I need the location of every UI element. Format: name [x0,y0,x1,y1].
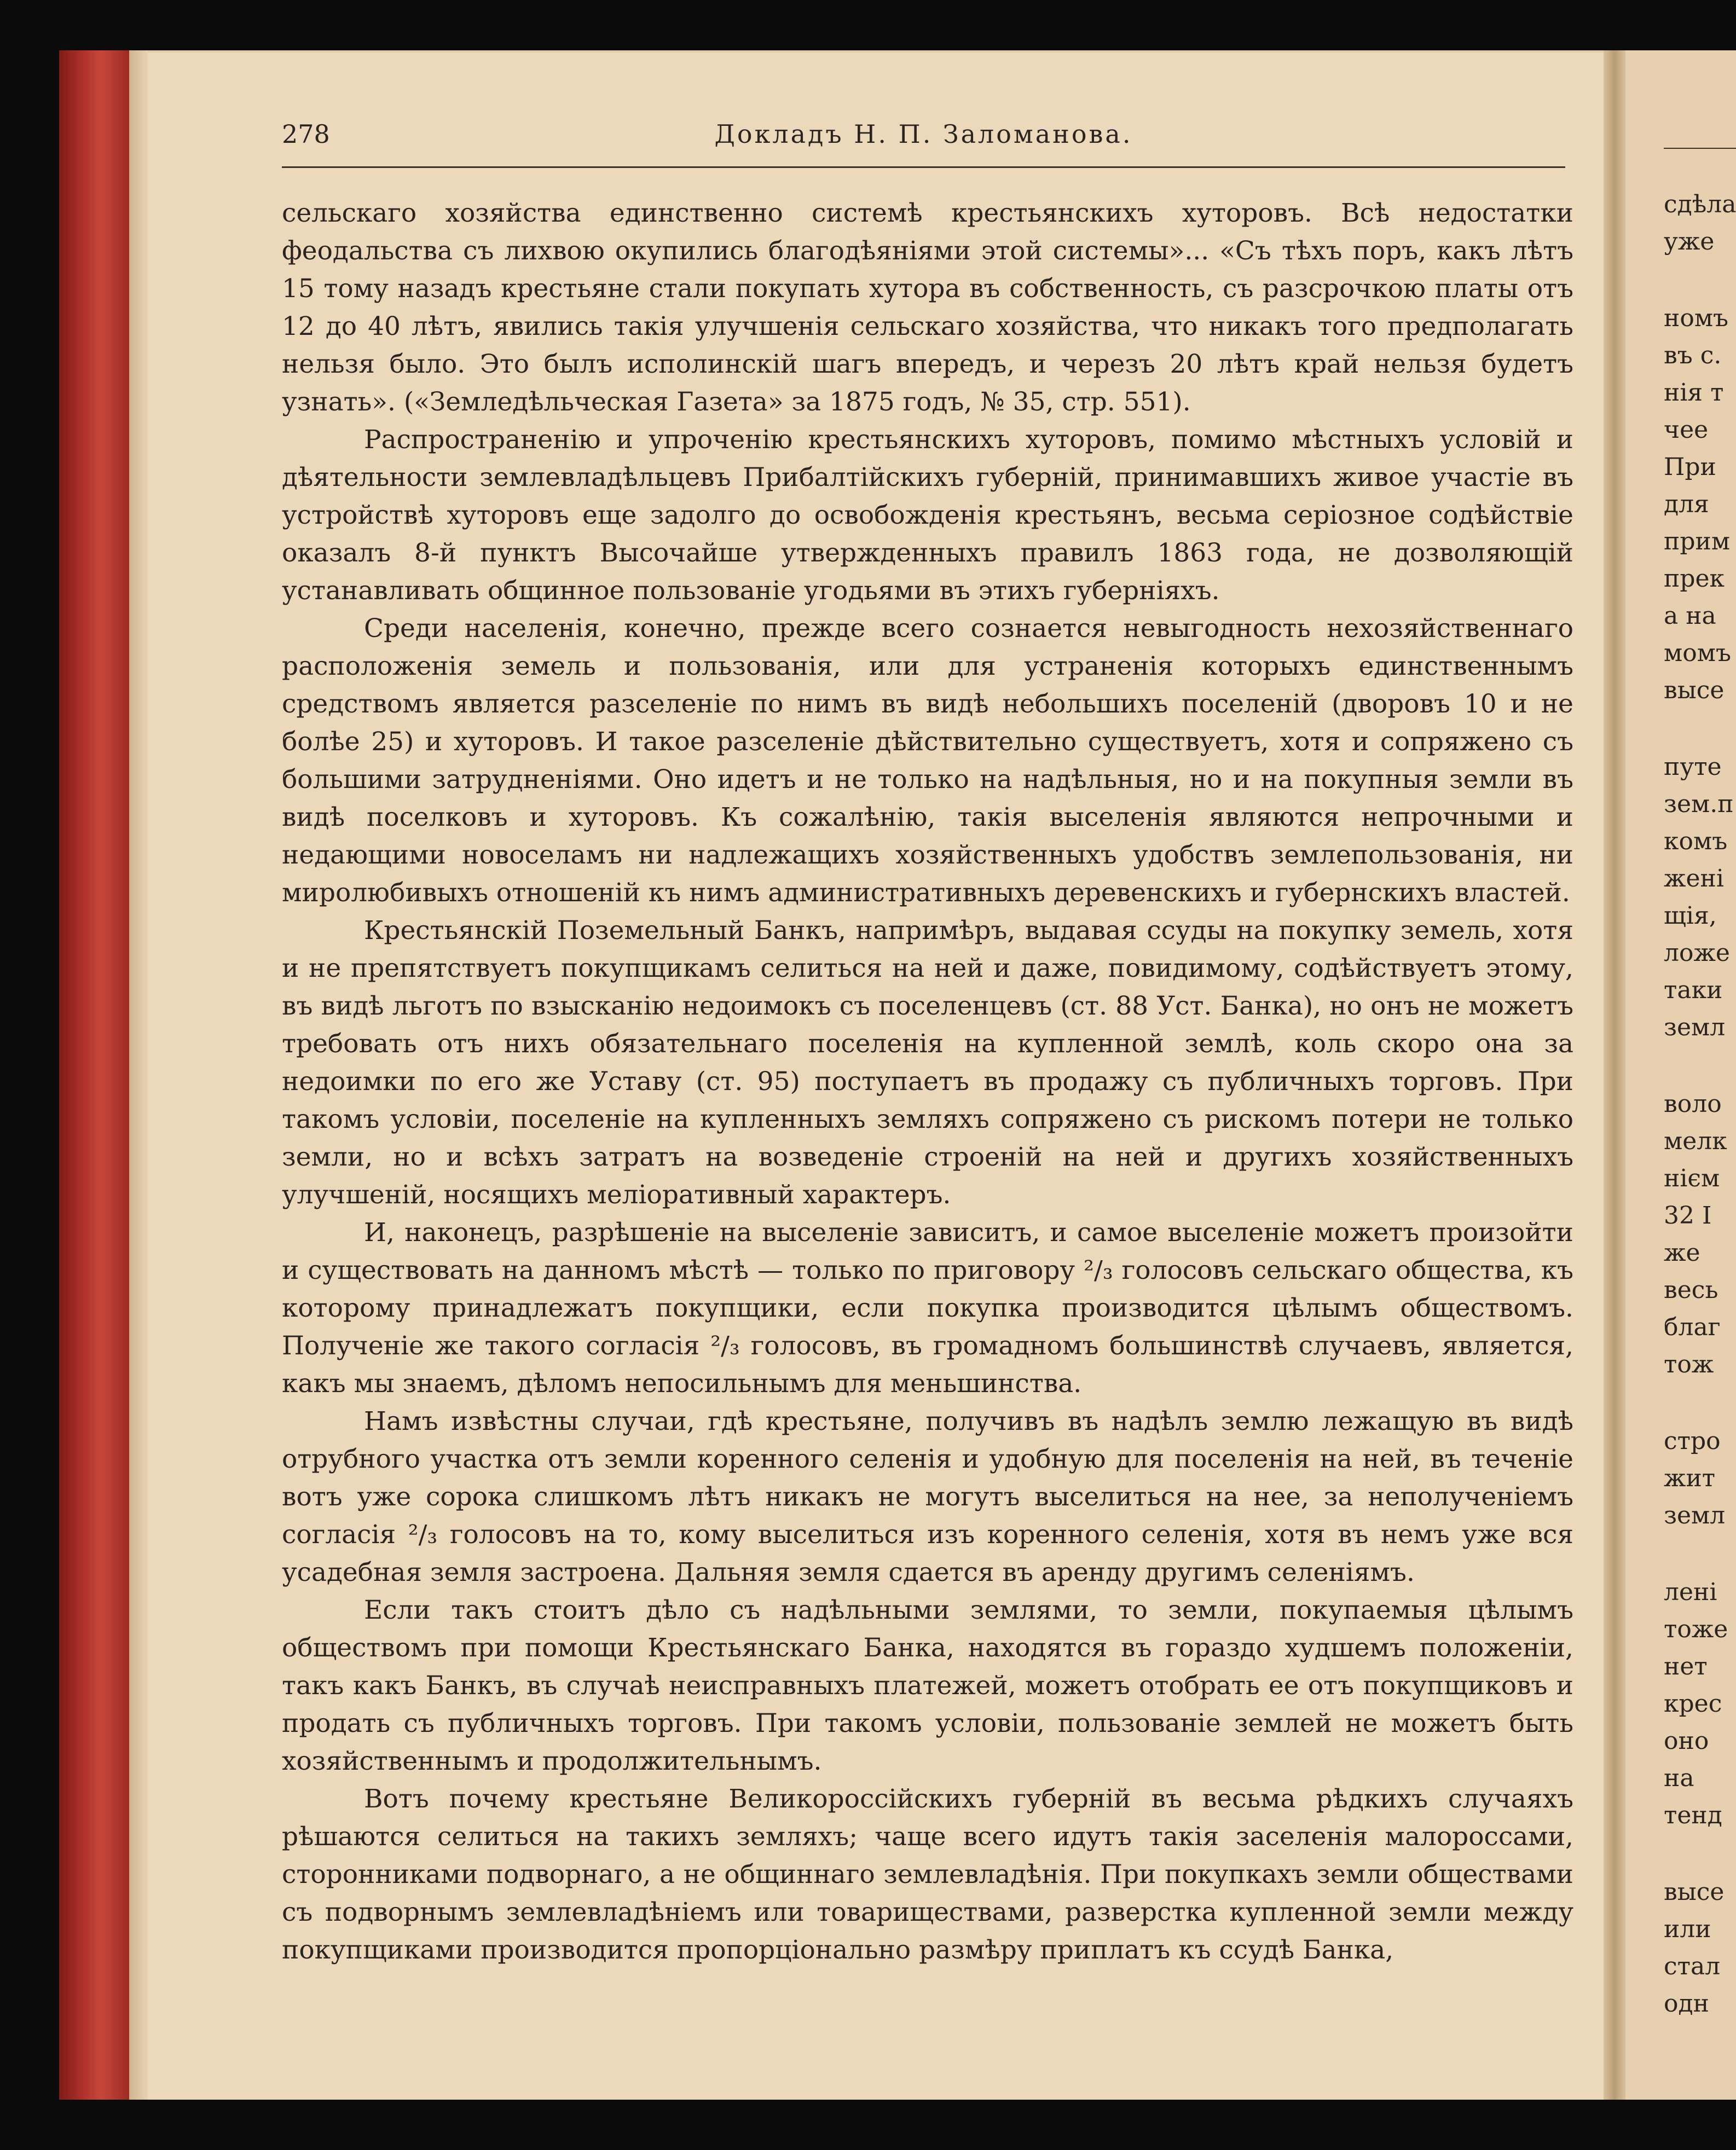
right-page-line-fragment: уже [1664,228,1715,256]
right-page-line-fragment: таки [1664,976,1723,1004]
right-page-line-fragment: тоже [1664,1615,1728,1643]
right-page-line-fragment: одн [1664,1990,1709,2018]
right-page-line-fragment: путе [1664,753,1722,781]
right-page-line-fragment: или [1664,1915,1711,1943]
page-gutter [1604,50,1625,2100]
right-page-line-fragment: жит [1664,1464,1716,1492]
paragraph-8: Вотъ почему крестьяне Великороссійскихъ губерній въ весьма рѣдкихъ случаяхъ рѣшаются селиться на такихъ земляхъ; чаще всего идутъ такія заселенія малороссами, сторонниками подворнаго, а не общиннаго землевладѣнія. При покупкахъ земли обществами съ подворнымъ землевладѣніемъ или товариществами, разверстка купленной земли между покупщиками производится пропорціонально размѣру приплатъ къ ссудѣ Банка, [282,1784,1573,1965]
running-title: Докладъ Н. П. Заломанова. [714,119,1133,149]
right-page-line-fragment: нія т [1664,379,1724,407]
right-page-line-fragment: оно [1664,1727,1709,1755]
right-page-line-fragment: зем.п [1664,790,1734,818]
paragraph-2: Распространенію и упроченію крестьянскихъ хуторовъ, помимо мѣстныхъ условій и дѣятельности землевладѣльцевъ Прибалтійскихъ губерній, принимавшихъ живое участіе въ устройствѣ хуторовъ еще задолго до освобожденія крестьянъ, весьма серіозное содѣйствіе оказалъ 8-й пунктъ Высочайше утвержденныхъ правилъ 1863 года, не дозволяющій устанавливать общинное пользованіе угодьями въ этихъ губерніяхъ. [282,425,1573,606]
book-spine [59,50,129,2100]
right-page-line-fragment: воло [1664,1090,1722,1118]
right-page-line-fragment: а на [1664,602,1716,630]
paragraph-5: И, наконецъ, разрѣшеніе на выселеніе зависитъ, и самое выселеніе можетъ произойти и существовать на данномъ мѣстѣ — только по приговору ²/₃ голосовъ сельскаго общества, къ которому принадлежатъ покупщики, если покупка производится цѣлымъ обществомъ. Полученіе же такого согласія ²/₃ голосовъ, въ громадномъ большинствѣ случаевъ, является, какъ мы знаемъ, дѣломъ непосильнымъ для меньшинства. [282,1218,1573,1399]
paragraph-4: Крестьянскій Поземельный Банкъ, напримѣръ, выдавая ссуды на покупку земель, хотя и не препятствуетъ покупщикамъ селиться на ней и даже, повидимому, содѣйствуетъ этому, въ видѣ льготъ по взысканію недоимокъ съ поселенцевъ (ст. 88 Уст. Банка), но онъ не можетъ требовать отъ нихъ обязательнаго поселенія на купленной землѣ, коль скоро она за недоимки по его же Уставу (ст. 95) поступаетъ въ продажу съ публичныхъ торговъ. При такомъ условіи, поселеніе на купленныхъ земляхъ сопряжено съ рискомъ потери не только земли, но и всѣхъ затратъ на возведеніе строеній на ней и другихъ хозяйственныхъ улучшеній, носящихъ меліоративный характеръ. [282,915,1573,1210]
right-page-line-fragment: номъ [1664,304,1729,332]
paragraph-1: сельскаго хозяйства единственно системѣ крестьянскихъ хуторовъ. Всѣ недостатки феодальства съ лихвою окупились благодѣяніями этой системы»... «Съ тѣхъ поръ, какъ лѣтъ 15 тому назадъ крестьяне стали покупать хутора въ собственность, съ разсрочкою платы отъ 12 до 40 лѣтъ, явились такія улучшенія сельскаго хозяйства, что никакъ того предполагать нельзя было. Это былъ исполинскій шагъ впередъ, и черезъ 20 лѣтъ край нельзя будетъ узнать». («Земледѣльческая Газета» за 1875 годъ, № 35, стр. 551). [282,198,1573,417]
right-page-header-rule [1664,148,1736,149]
page-edge [129,50,148,2100]
right-page-line-fragment: весь [1664,1276,1718,1304]
right-page-line-fragment: земл [1664,1013,1726,1041]
body-text [282,194,1573,1969]
right-page-line-fragment: комъ [1664,827,1728,855]
page-header [282,116,1565,168]
right-page-line-fragment: лені [1664,1578,1717,1606]
right-page-line-fragment: тенд [1664,1801,1722,1829]
right-page-line-fragment: тож [1664,1351,1714,1378]
right-page-line-fragment: нет [1664,1653,1708,1680]
right-page-line-fragment: для [1664,490,1709,518]
right-page-line-fragment: высе [1664,676,1725,704]
right-page-line-fragment: При [1664,453,1716,481]
right-page-line-fragment: чее [1664,416,1709,444]
page-number: 278 [282,119,330,149]
right-page-line-fragment: въ с. [1664,341,1722,369]
right-page-line-fragment: щія, [1664,902,1717,930]
right-page-line-fragment: мелк [1664,1127,1727,1155]
right-page-line-fragment: ложе [1664,939,1730,967]
right-page-line-fragment: высе [1664,1878,1725,1906]
right-page-line-fragment: стро [1664,1427,1721,1455]
right-page-line-fragment: благ [1664,1313,1721,1341]
right-page-line-fragment: сдѣла [1664,190,1736,218]
paragraph-6: Намъ извѣстны случаи, гдѣ крестьяне, получивъ въ надѣлъ землю лежащую въ видѣ отрубного участка отъ земли коренного селенія и удобную для поселенія на ней, въ теченіе вотъ уже сорока слишкомъ лѣтъ никакъ не могутъ выселиться на нее, за неполученіемъ согласія ²/₃ голосовъ на то, кому выселиться изъ коренного селенія, хотя въ немъ уже вся усадебная земля застроена. Дальняя земля сдается въ аренду другимъ селеніямъ. [282,1406,1573,1587]
right-page-line-fragment: прек [1664,565,1725,593]
right-page-line-fragment: момъ [1664,639,1731,667]
right-page-line-fragment: стал [1664,1952,1721,1980]
right-page-line-fragment: 32 I [1664,1202,1712,1230]
right-page-line-fragment: прим [1664,528,1731,555]
right-page-line-fragment: жені [1664,865,1724,893]
right-page-line-fragment: крес [1664,1690,1722,1718]
right-page-line-fragment: же [1664,1239,1700,1267]
right-page-line-fragment: нієм [1664,1164,1720,1192]
paragraph-7: Если такъ стоитъ дѣло съ надѣльными землями, то земли, покупаемыя цѣлымъ обществомъ при помощи Крестьянскаго Банка, находятся въ гораздо худшемъ положеніи, такъ какъ Банкъ, въ случаѣ неисправныхъ платежей, можетъ отобрать ее отъ покупщиковъ и продать съ публичныхъ торговъ. При такомъ условіи, пользованіе землей не можетъ быть хозяйственнымъ и продолжительнымъ. [282,1595,1573,1776]
right-page-line-fragment: на [1664,1764,1694,1792]
paragraph-3: Среди населенія, конечно, прежде всего сознается невыгодность нехозяйственнаго расположенія земель и пользованія, или для устраненія которыхъ единственнымъ средствомъ является разселеніе по нимъ въ видѣ небольшихъ поселеній (дворовъ 10 и не болѣе 25) и хуторовъ. И такое разселеніе дѣйствительно существуетъ, хотя и сопряжено съ большими затрудненіями. Оно идетъ и не только на надѣльныя, но и на покупныя земли въ видѣ поселковъ и хуторовъ. Къ сожалѣнію, такія выселенія являются непрочными и недающими новоселамъ ни надлежащихъ хозяйственныхъ удобствъ землепользованія, ни миролюбивыхъ отношеній къ нимъ административныхъ деревенскихъ и губернскихъ властей. [282,613,1573,908]
right-page-line-fragment: земл [1664,1502,1726,1529]
